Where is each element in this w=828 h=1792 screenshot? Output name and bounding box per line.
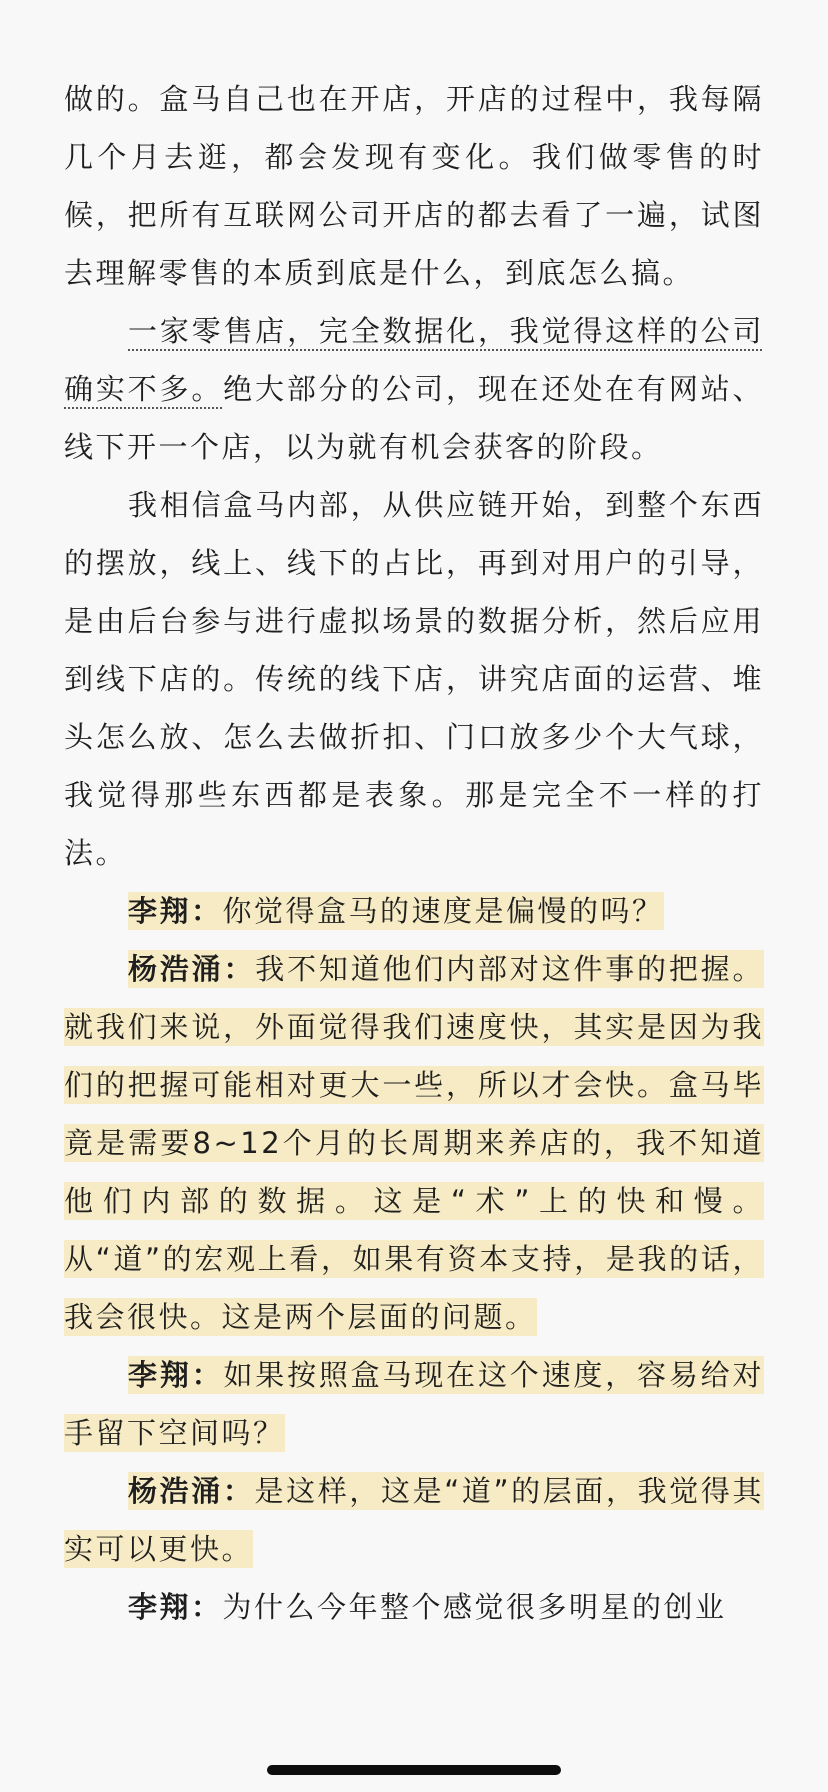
paragraph-p4 — [64, 882, 764, 940]
paragraph-text: 我相信盒马内部，从供应链开始，到整个东西的摆放，线上、线下的占比，再到对用户的引导，是由后台参与进行虚拟场景的数据分析，然后应用到线下店的。传统的线下店，讲究店面的运营、堆头怎么放、怎么去做折扣、门口放多少个大气球，我觉得那些东西都是表象。那是完全不一样的打法。 — [64, 488, 764, 870]
paragraph-text: 为什么今年整个感觉很多明星的创业 — [222, 1590, 727, 1624]
speaker-label[interactable]: 杨浩涌： — [128, 952, 256, 986]
paragraph-p7 — [64, 1462, 764, 1578]
speaker-label[interactable]: 李翔： — [128, 894, 223, 928]
paragraph-p5 — [64, 940, 764, 1346]
paragraph-p1 — [64, 70, 764, 302]
speaker-label: 李翔： — [128, 1590, 223, 1624]
paragraph-p2 — [64, 302, 764, 476]
paragraph-text: 绝大部分的公司，现在还处在有网站、线下开一个店，以为就有机会获客的阶段。 — [64, 372, 764, 464]
underlined-passage[interactable]: 一家零售店，完全数据化，我觉得这样的公司确实不多。 — [64, 314, 764, 406]
highlighted-passage[interactable]: 你觉得盒马的速度是偏慢的吗？ — [222, 894, 664, 928]
home-indicator[interactable] — [267, 1765, 561, 1775]
highlighted-passage[interactable]: 是这样，这是“道”的层面，我觉得其实可以更快。 — [64, 1474, 764, 1566]
speaker-label[interactable]: 杨浩涌： — [128, 1474, 255, 1508]
paragraph-p6 — [64, 1346, 764, 1462]
paragraph-p3 — [64, 476, 764, 882]
reading-content[interactable] — [64, 70, 764, 1722]
highlighted-passage[interactable]: 如果按照盒马现在这个速度，容易给对手留下空间吗？ — [64, 1358, 764, 1450]
paragraph-p8 — [64, 1578, 764, 1636]
highlighted-passage[interactable]: 我不知道他们内部对这件事的把握。就我们来说，外面觉得我们速度快，其实是因为我们的把握可能相对更大一些，所以才会快。盒马毕竟是需要8~12个月的长周期来养店的，我不知道他们内部的数据。这是“术”上的快和慢。从“道”的宏观上看，如果有资本支持，是我的话，我会很快。这是两个层面的问题。 — [64, 952, 764, 1334]
paragraph-text: 做的。盒马自己也在开店，开店的过程中，我每隔几个月去逛，都会发现有变化。我们做零售的时候，把所有互联网公司开店的都去看了一遍，试图去理解零售的本质到底是什么，到底怎么搞。 — [64, 82, 764, 290]
speaker-label[interactable]: 李翔： — [128, 1358, 224, 1392]
